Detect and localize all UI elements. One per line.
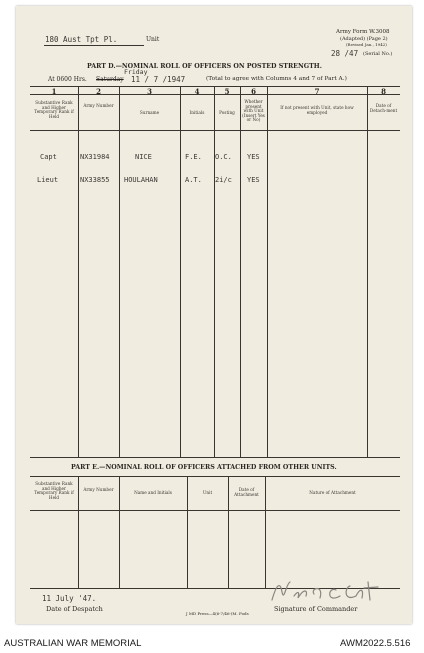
signature-label: Signature of Commander bbox=[274, 605, 358, 613]
row-initials: F.E. bbox=[185, 153, 202, 161]
despatch-date-label: Date of Despatch bbox=[46, 605, 103, 613]
col-header-surname: Surname bbox=[139, 110, 160, 115]
row-present: YES bbox=[247, 176, 260, 184]
row-surname: NICE bbox=[135, 153, 152, 161]
form-sheet bbox=[16, 6, 412, 624]
col-header-initials: Initials bbox=[189, 110, 205, 115]
total-note: (Total to agree with Columns 4 and 7 of Part A.) bbox=[206, 76, 347, 82]
part-e-title: PART E.—NOMINAL ROLL OF OFFICERS ATTACHED FROM OTHER UNITS. bbox=[71, 464, 337, 471]
row-surname: HOULAHAN bbox=[124, 176, 158, 184]
row-posting: O.C. bbox=[215, 153, 232, 161]
serial-value: 28 /47 bbox=[331, 49, 359, 58]
e-header-name: Name and Initials bbox=[134, 490, 172, 495]
part-d-title: PART D.—NOMINAL ROLL OF OFFICERS ON POSTED STRENGTH. bbox=[87, 63, 322, 70]
footer-credit: AUSTRALIAN WAR MEMORIAL bbox=[4, 638, 142, 649]
serial-label: (Serial No.) bbox=[363, 51, 393, 57]
e-header-rank: Substantive Rank and Higher Temporary Rank if Held bbox=[34, 481, 74, 500]
col-num-6: 6 bbox=[251, 87, 256, 96]
struck-day: Saturday bbox=[96, 76, 124, 83]
row-army-number: NX33855 bbox=[80, 176, 110, 184]
at-hours-label: At 0600 Hrs. bbox=[48, 76, 87, 83]
footer-accession: AWM2022.5.516 bbox=[340, 638, 411, 649]
unit-value: 180 Aust Tpt Pl. bbox=[45, 35, 118, 44]
printer-note: J MD Press—4(6-7/46-(M. Fods bbox=[186, 611, 249, 616]
col-header-detachment-date: Date of Detach-ment bbox=[369, 103, 398, 113]
col-num-7: 7 bbox=[314, 87, 320, 96]
col-num-1: 1 bbox=[51, 87, 57, 96]
commander-signature-image bbox=[264, 574, 399, 606]
row-army-number: NX31984 bbox=[80, 153, 110, 161]
despatch-date-value: 11 July '47. bbox=[42, 594, 97, 603]
e-header-date: Date of Attachment bbox=[234, 487, 259, 497]
footer-bar bbox=[0, 631, 424, 653]
army-form: Army Form W.3008 bbox=[336, 29, 390, 35]
adapted-note: (Adapted) (Page 2) bbox=[340, 36, 388, 42]
revised-note: (Revised Jan., 1942) bbox=[346, 42, 387, 47]
col-num-5: 5 bbox=[224, 87, 230, 96]
col-num-3: 3 bbox=[147, 87, 152, 96]
day-value: Friday bbox=[124, 68, 148, 76]
row-rank: Lieut bbox=[37, 176, 59, 184]
e-header-unit: Unit bbox=[202, 490, 213, 495]
unit-underline bbox=[44, 45, 144, 46]
col-num-2: 2 bbox=[96, 87, 101, 96]
col-num-8: 8 bbox=[381, 87, 386, 96]
col-header-rank: Substantive Rank and Higher Temporary Rank if Held bbox=[34, 100, 74, 119]
row-posting: 2i/c bbox=[215, 176, 232, 184]
col-num-4: 4 bbox=[194, 87, 200, 96]
date-value: 11 / 7 /1947 bbox=[131, 75, 186, 84]
col-header-posting: Posting bbox=[219, 110, 235, 115]
row-present: YES bbox=[247, 153, 260, 161]
row-rank: Capt bbox=[40, 153, 57, 161]
col-header-employed: If not present with Unit, state how employed bbox=[280, 105, 354, 115]
col-header-army-number: Army Number bbox=[83, 103, 114, 108]
col-header-present: Whether present with Unit (Insert Yes or No) bbox=[242, 99, 265, 123]
e-header-nature: Nature of Attachment bbox=[309, 490, 356, 495]
e-header-army-number: Army Number bbox=[83, 487, 114, 492]
row-initials: A.T. bbox=[185, 176, 202, 184]
unit-label: Unit bbox=[146, 36, 160, 43]
